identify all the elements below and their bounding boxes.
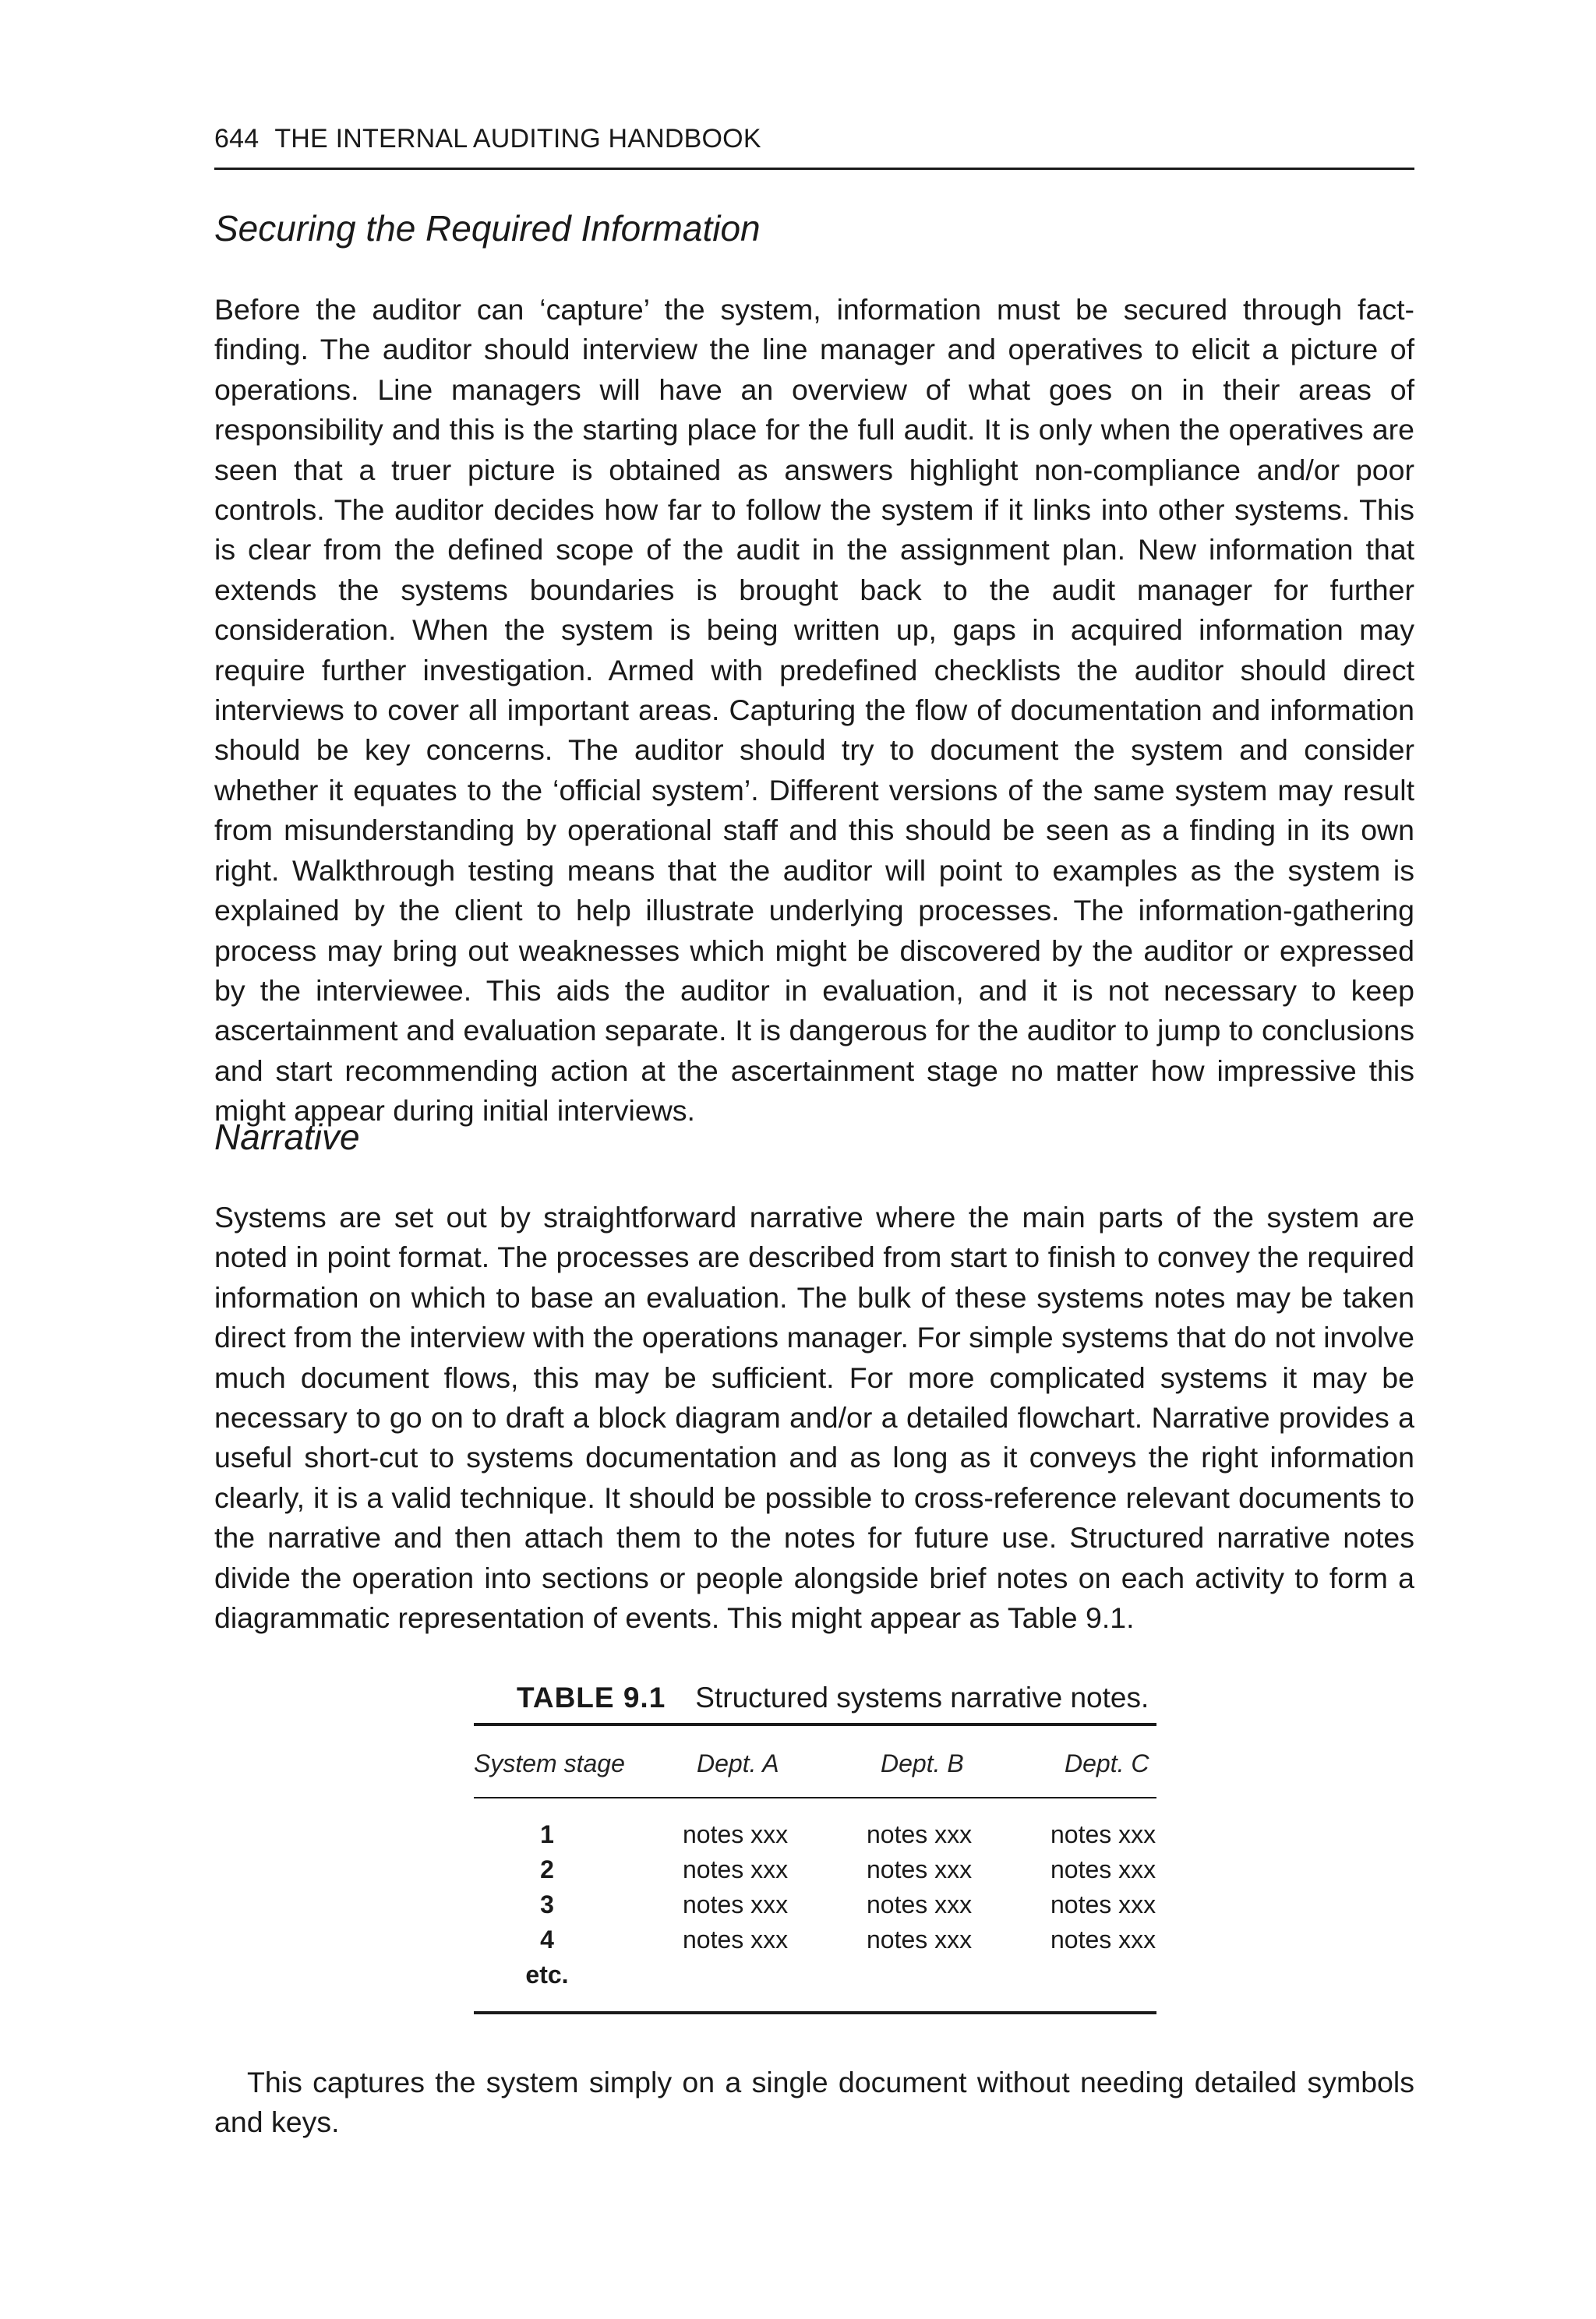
- table-cell: notes xxx: [867, 1820, 973, 1848]
- table-cell: notes xxx: [867, 1855, 973, 1883]
- table-caption-text: Structured systems narrative notes.: [695, 1682, 1149, 1714]
- table-cell: notes xxx: [1050, 1855, 1156, 1883]
- table-cell: notes xxx: [683, 1925, 789, 1954]
- table-caption: [474, 1679, 1156, 1717]
- table-cell: notes xxx: [683, 1890, 789, 1918]
- table-cell: notes xxx: [867, 1890, 973, 1918]
- table-header-cell: System stage: [474, 1749, 625, 1777]
- table-cell: notes xxx: [1050, 1820, 1156, 1848]
- page-number: 644: [214, 124, 260, 154]
- table-cell: notes xxx: [1050, 1890, 1156, 1918]
- table-header-cell: Dept. A: [697, 1749, 779, 1777]
- table-cell: notes xxx: [867, 1925, 973, 1954]
- table-cell: notes xxx: [683, 1820, 789, 1848]
- table-bottom-rule: [474, 2011, 1156, 2014]
- table-cell-stage: 3: [540, 1890, 554, 1918]
- table-cell: notes xxx: [1050, 1925, 1156, 1954]
- section-heading: Securing the Required Information: [214, 208, 761, 249]
- table-cell-stage: 2: [540, 1855, 554, 1883]
- table-header-rule: [474, 1797, 1156, 1798]
- running-head-title: THE INTERNAL AUDITING HANDBOOK: [274, 124, 761, 154]
- table-cell-stage: etc.: [525, 1961, 569, 1989]
- running-head: [214, 122, 1414, 156]
- table-header-cell: Dept. C: [1065, 1749, 1149, 1777]
- table-label: TABLE 9.1: [517, 1682, 666, 1714]
- body-paragraph: Systems are set out by straightforward narrative where the main parts of the system are noted in point format. The processes are described from start to finish to convey the required information on which to base an evaluation. The bulk of these systems notes may be taken direct from the interview with the operations manager. For simple systems that do not involve much document flows, this may be sufficient. For more complicated systems it may be necessary to go on to draft a block diagram and/or a detailed flowchart. Narrative provides a useful short-cut to systems documentation and as long as it conveys the right information clearly, it is a valid technique. It should be possible to cross-reference relevant documents to the narrative and then attach them to the notes for future use. Structured narrative notes divide the operation into sections or people alongside brief notes on each activity to form a diagrammatic representation of events. This might appear as Table 9.1.: [214, 1201, 1414, 1635]
- table-cell-stage: 4: [540, 1925, 554, 1954]
- table-header-cell: Dept. B: [881, 1749, 964, 1777]
- table-cell: notes xxx: [683, 1855, 789, 1883]
- table-top-rule: [474, 1723, 1156, 1726]
- body-paragraph: This captures the system simply on a single document without needing detailed symbols and keys.: [214, 2066, 1414, 2139]
- header-rule: [214, 168, 1414, 170]
- body-paragraph: Before the auditor can ‘capture’ the system, information must be secured through fact-finding. The auditor should interview the line manager and operatives to elicit a picture of operations. Line managers will have an overview of what goes on in their areas of responsibility and this is the starting place for the full audit. It is only when the operatives are seen that a truer picture is obtained as answers highlight non-compliance and/or poor controls. The auditor decides how far to follow the system if it links into other systems. This is clear from the defined scope of the audit in the assignment plan. New information that extends the systems boundaries is brought back to the audit manager for further consideration. When the system is being written up, gaps in acquired information may require further investigation. Armed with predefined checklists the auditor should direct interviews to cover all important areas. Capturing the flow of documentation and information should be key concerns. The auditor should try to document the system and consider whether it equates to the ‘official system’. Different versions of the same system may result from misunderstanding by operational staff and this should be seen as a finding in its own right. Walkthrough testing means that the auditor will point to examples as the system is explained by the client to help illustrate underlying processes. The information-gathering process may bring out weaknesses which might be discovered by the auditor or expressed by the interviewee. This aids the auditor in evaluation, and it is not necessary to keep ascertainment and evaluation separate. It is dangerous for the auditor to jump to conclusions and start recommending action at the ascertainment stage no matter how impressive this might appear during initial interviews.: [214, 293, 1414, 1128]
- table-cell-stage: 1: [540, 1820, 554, 1848]
- section-heading: Narrative: [214, 1117, 360, 1157]
